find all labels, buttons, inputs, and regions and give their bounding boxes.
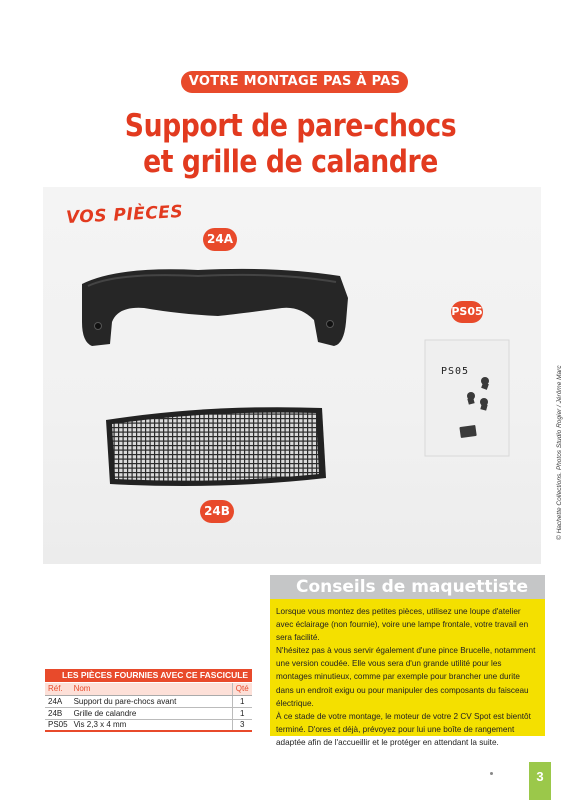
part-qty: 1 bbox=[232, 707, 252, 719]
section-banner: VOTRE MONTAGE PAS À PAS bbox=[181, 71, 408, 93]
part-name: Vis 2,3 x 4 mm bbox=[71, 719, 232, 731]
parts-table-header bbox=[45, 683, 252, 695]
bumper-bracket-image bbox=[78, 262, 358, 352]
part-ref: 24A bbox=[45, 695, 71, 707]
badge-24a: 24A bbox=[203, 228, 237, 251]
parts-table-title: LES PIÈCES FOURNIES AVEC CE FASCICULE bbox=[45, 669, 252, 682]
tips-paragraph: À ce stade de votre montage, le moteur de votre 2 CV Spot est bientôt terminé. D'ores et déjà, prévoyez pour lui une boîte de rangement adaptée afin de l'accueillir et le protéger en attendant la suite. bbox=[276, 711, 531, 747]
screw-bag-image bbox=[423, 338, 511, 458]
radiator-grille-image bbox=[100, 400, 330, 492]
part-ref: 24B bbox=[45, 707, 71, 719]
part-name: Support du pare-chocs avant bbox=[71, 695, 232, 707]
header-qty: Qté bbox=[232, 683, 252, 695]
table-row bbox=[45, 719, 252, 731]
part-qty: 3 bbox=[232, 719, 252, 731]
tips-paragraph: N'hésitez pas à vous servir également d'une pince Brucelle, notamment une version coudée. Elle vous sera d'un grande utilité pour les montages minutieux, comme par exemple pour brancher une durite dans un endroit exigu ou pour manipuler des composants du faisceau électrique. bbox=[276, 646, 536, 708]
tips-box bbox=[270, 599, 545, 747]
table-row bbox=[45, 707, 252, 719]
page-title bbox=[92, 108, 488, 180]
part-ref: PS05 bbox=[45, 719, 71, 731]
part-name: Grille de calandre bbox=[71, 707, 232, 719]
photo-credit: © Hachette Collections. Photos Studio Rogier / Jérôme Marc bbox=[556, 365, 563, 540]
footer-dot bbox=[490, 772, 493, 775]
badge-ps05: PS05 bbox=[451, 301, 483, 323]
badge-24b: 24B bbox=[200, 500, 234, 523]
part-qty: 1 bbox=[232, 695, 252, 707]
header-ref: Réf. bbox=[45, 683, 71, 695]
parts-table bbox=[45, 683, 252, 732]
table-row bbox=[45, 695, 252, 707]
title-line-2: et grille de calandre bbox=[143, 144, 438, 180]
tips-paragraph: Lorsque vous montez des petites pièces, utilisez une loupe d'atelier avec éclairage (non fournie), voire une lampe frontale, votre travail en sera facilité. bbox=[276, 607, 529, 643]
bag-label: PS05 bbox=[441, 366, 470, 377]
page-number: 3 bbox=[529, 762, 551, 800]
section-label: VOS PIÈCES bbox=[65, 201, 184, 229]
tips-title: Conseils de maquettiste bbox=[270, 575, 545, 599]
title-line-1: Support de pare-chocs bbox=[124, 108, 457, 144]
header-name: Nom bbox=[71, 683, 232, 695]
